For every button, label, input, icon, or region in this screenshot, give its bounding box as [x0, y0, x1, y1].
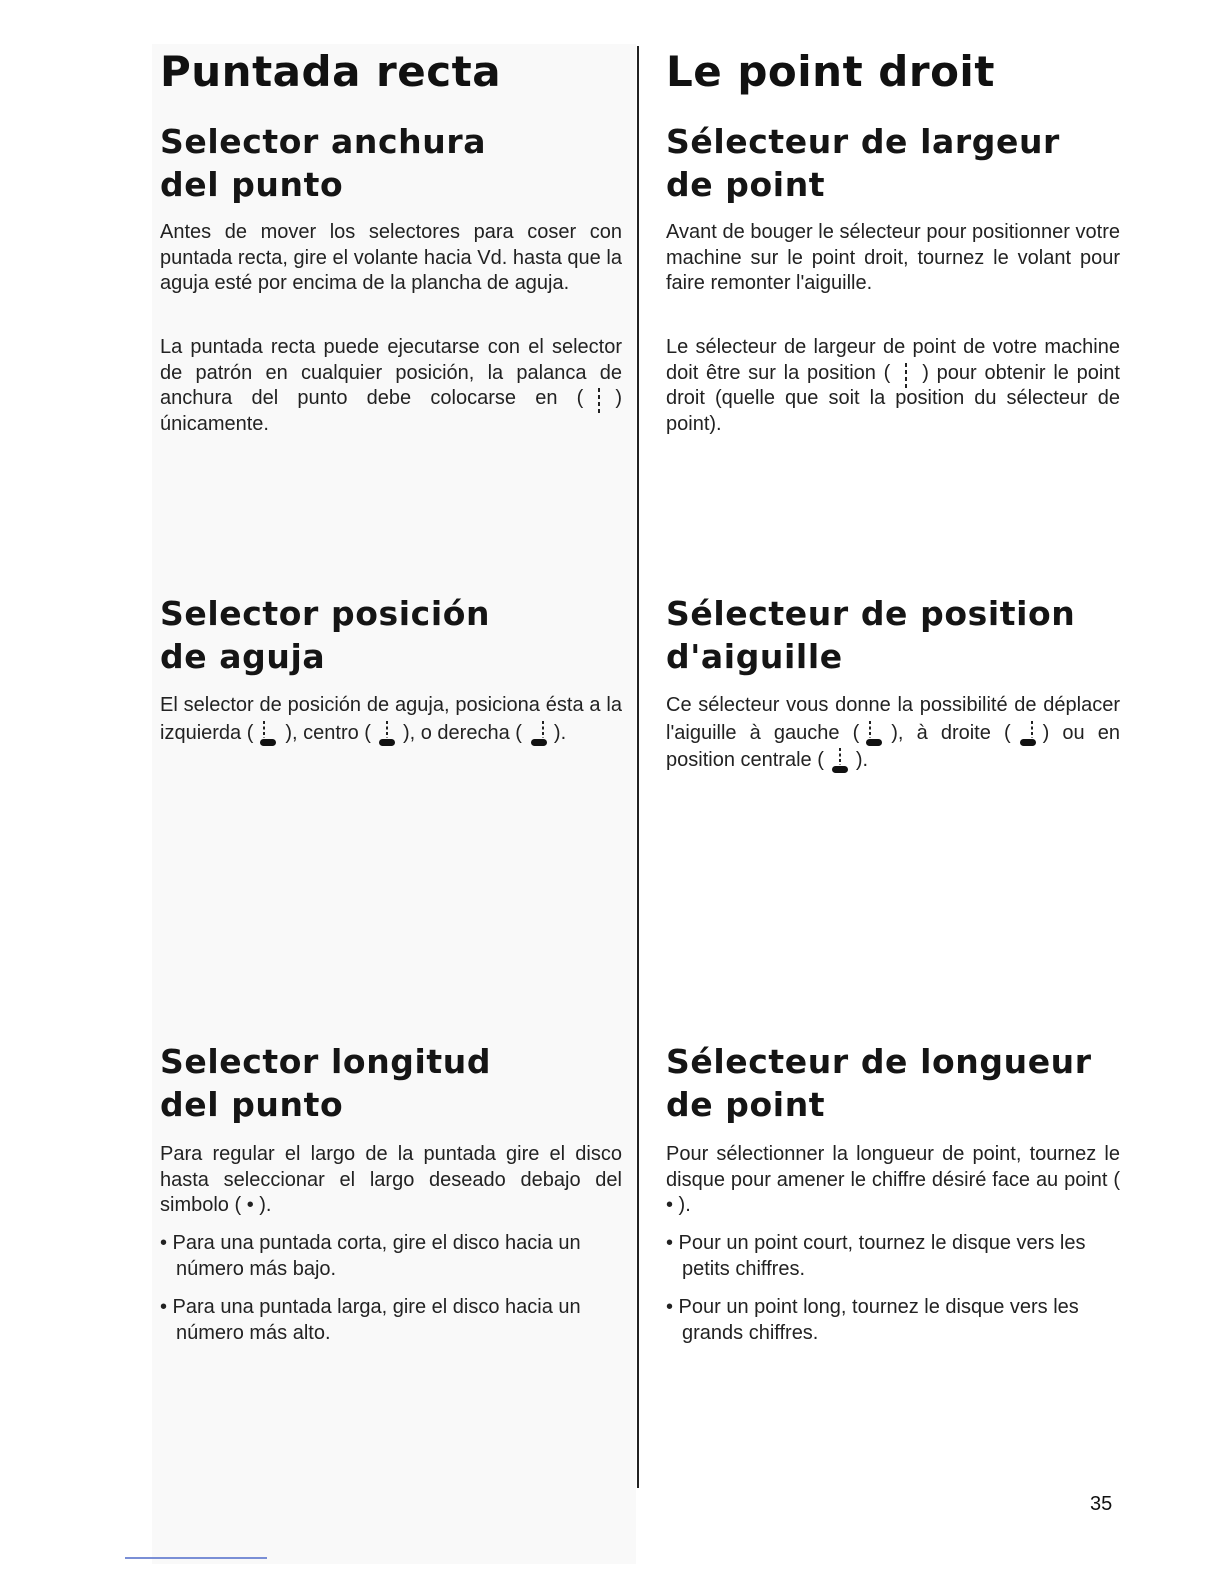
heading-line: del punto [160, 1085, 344, 1124]
paragraph-needle-position-fr [666, 692, 1120, 775]
heading-needle-position-es [160, 592, 622, 678]
heading-line: Sélecteur de position [666, 594, 1076, 633]
needle-right-icon [526, 721, 550, 745]
text: ), centro ( [285, 721, 371, 744]
text: La puntada recta puede ejecutarse con el selector de patrón en cualquier posición, la palanca de anchura del punto debe colocarse en ( [160, 336, 622, 409]
text: ). [855, 749, 869, 771]
heading-line: de aguja [160, 637, 326, 676]
heading-width-selector-fr [666, 120, 1120, 206]
paragraph-width-setting-es [160, 335, 622, 437]
page-number: 35 [1090, 1493, 1113, 1515]
text: Ce sélecteur vous donne la possibilité de déplacer l'aiguille à gauche ( [666, 694, 1120, 744]
needle-left-icon [863, 721, 887, 745]
needle-left-icon [257, 721, 281, 745]
heading-line: Selector longitud [160, 1042, 492, 1081]
bullet-long-stitch-fr: • Pour un point long, tournez le disque vers les grands chiffres. [666, 1296, 1079, 1344]
heading-line: Selector anchura [160, 122, 487, 161]
bullet-short-stitch-es: • Para una puntada corta, gire el disco hacia un número más bajo. [160, 1232, 581, 1280]
text: ), à droite ( [891, 721, 1011, 744]
straight-stitch-symbol-icon [894, 361, 918, 385]
page-title-es: Puntada recta [160, 47, 502, 96]
heading-line: del punto [160, 165, 344, 204]
footer-rule [125, 1557, 267, 1559]
text: ) únicamente. [160, 387, 622, 435]
heading-line: de point [666, 1085, 826, 1124]
paragraph-stitch-length-fr: Pour sélectionner la longueur de point, tournez le disque pour amener le chiffre désiré face au point ( • ). [666, 1143, 1120, 1216]
bullet-long-stitch-es: • Para una puntada larga, gire el disco hacia un número más alto. [160, 1296, 581, 1344]
needle-center-icon [375, 721, 399, 745]
text: ) pour obtenir le point droit (quelle que soit la position du sélecteur de point). [666, 361, 1120, 435]
needle-center-icon [828, 748, 852, 772]
heading-needle-position-fr [666, 592, 1120, 678]
paragraph-width-intro-fr: Avant de bouger le sélecteur pour positionner votre machine sur le point droit, tournez le volant pour faire remonter l'aiguille. [666, 221, 1120, 294]
text: Le sélecteur de largeur de point de votre machine doit être sur la position ( [666, 336, 1120, 384]
heading-line: d'aiguille [666, 637, 843, 676]
heading-line: de point [666, 165, 826, 204]
bullet-short-stitch-fr: • Pour un point court, tournez le disque vers les petits chiffres. [666, 1232, 1086, 1280]
heading-line: Selector posición [160, 594, 491, 633]
text: ), o derecha ( [402, 721, 522, 744]
paragraph-needle-position-es [160, 692, 622, 747]
heading-width-selector-es [160, 120, 622, 206]
heading-line: Sélecteur de longueur [666, 1042, 1092, 1081]
heading-stitch-length-fr [666, 1040, 1120, 1126]
heading-stitch-length-es [160, 1040, 622, 1126]
page-title-fr: Le point droit [666, 47, 995, 96]
paragraph-width-intro-es: Antes de mover los selectores para coser con puntada recta, gire el volante hacia Vd. hasta que la aguja esté por encima de la plancha de aguja. [160, 221, 622, 294]
text: ). [553, 721, 567, 744]
straight-stitch-symbol-icon [587, 386, 611, 410]
text: El selector de posición de aguja, posiciona ésta a la izquierda ( [160, 694, 622, 744]
needle-right-icon [1015, 721, 1039, 745]
text: ) ou en position centrale ( [666, 721, 1120, 771]
paragraph-width-setting-fr [666, 335, 1120, 437]
paragraph-stitch-length-es: Para regular el largo de la puntada gire el disco hasta seleccionar el largo deseado debajo del simbolo ( • ). [160, 1143, 622, 1216]
heading-line: Sélecteur de largeur [666, 122, 1060, 161]
